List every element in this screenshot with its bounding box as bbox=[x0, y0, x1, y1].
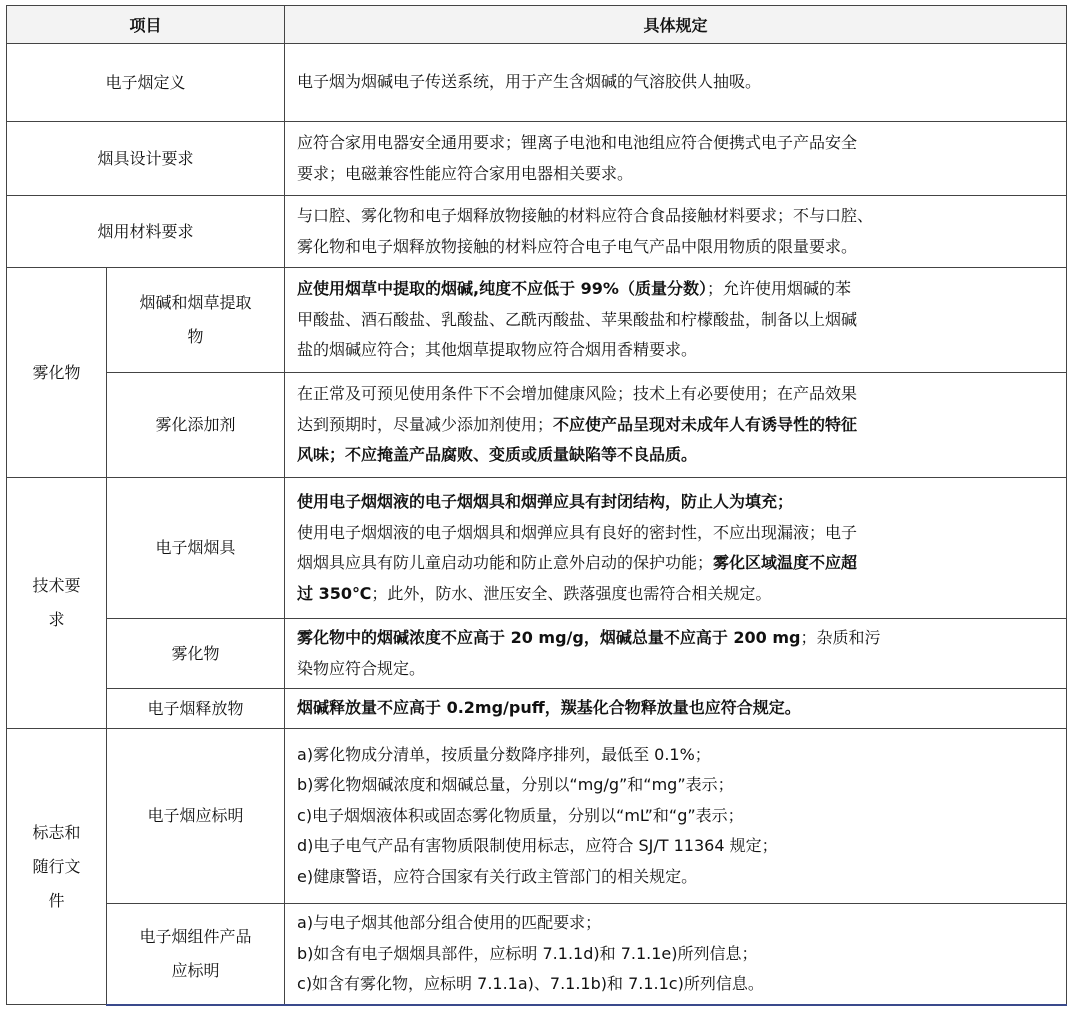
atomizer-line-2: 染物应符合规定。 bbox=[297, 658, 426, 678]
emission-label: 电子烟释放物 bbox=[107, 689, 285, 729]
row-ecig-label bbox=[7, 729, 1067, 904]
row-atomizer bbox=[7, 619, 1067, 689]
ecig-label-item: b)雾化物烟碱浓度和烟碱总量，分别以“mg/g”和“mg”表示； bbox=[297, 775, 734, 795]
header-row bbox=[7, 6, 1067, 44]
definition-label: 电子烟定义 bbox=[7, 44, 285, 122]
labeling-group-label bbox=[7, 729, 107, 1005]
row-component-label bbox=[7, 904, 1067, 1005]
device-line-1: 使用电子烟烟液的电子烟烟具和烟弹应具有封闭结构，防止人为填充； bbox=[297, 492, 794, 511]
device-line-4-bold: 过 350℃ bbox=[297, 583, 372, 603]
design-label: 烟具设计要求 bbox=[7, 122, 285, 196]
component-label-item: c)如含有雾化物，应标明 7.1.1a)、7.1.1b)和 7.1.1c)所列信息。 bbox=[297, 974, 764, 993]
device-line-4 bbox=[297, 579, 1056, 610]
nicotine-text-1: ；允许使用烟碱的苯 bbox=[706, 279, 851, 299]
nicotine-label-line-2: 物 bbox=[187, 327, 204, 346]
additive-line-2 bbox=[297, 410, 1056, 441]
labeling-label-line-3: 件 bbox=[48, 890, 65, 910]
ecig-label-label: 电子烟应标明 bbox=[107, 729, 285, 904]
row-design bbox=[7, 122, 1067, 196]
component-label-item: a)与电子烟其他部分组合使用的匹配要求； bbox=[297, 913, 602, 932]
component-label-text bbox=[285, 904, 1067, 1005]
ecig-label-item: c)电子烟烟液体积或固态雾化物质量，分别以“mL”和“g”表示； bbox=[297, 805, 744, 825]
component-label-line-1: 电子烟组件产品 bbox=[139, 926, 252, 946]
atomizer-line-1 bbox=[297, 623, 1056, 654]
nicotine-text bbox=[285, 268, 1067, 373]
additive-line-3: 风味；不应掩盖产品腐败、变质或质量缺陷等不良品质。 bbox=[297, 445, 698, 465]
device-line-4-text: ；此外，防水、泄压安全、跌落强度也需符合相关规定。 bbox=[371, 583, 772, 603]
additive-line-1: 在正常及可预见使用条件下不会增加健康风险；技术上有必要使用；在产品效果 bbox=[297, 384, 858, 404]
materials-label: 烟用材料要求 bbox=[7, 196, 285, 268]
nicotine-label-line-1: 烟碱和烟草提取 bbox=[139, 293, 252, 312]
atomizer-line-1-bold: 雾化物中的烟碱浓度不应高于 20 mg/g，烟碱总量不应高于 200 mg bbox=[297, 628, 801, 647]
labeling-label-line-1: 标志和 bbox=[32, 822, 81, 842]
additive-line-2-text: 达到预期时，尽量减少添加剂使用； bbox=[297, 414, 554, 434]
design-line-2: 要求；电磁兼容性能应符合家用电器相关要求。 bbox=[297, 163, 634, 183]
technical-label-line-1: 技术要 bbox=[32, 576, 81, 595]
ecig-label-item: d)电子电气产品有害物质限制使用标志，应符合 SJ/T 11364 规定； bbox=[297, 836, 778, 856]
materials-text bbox=[285, 196, 1067, 268]
definition-text: 电子烟为烟碱电子传送系统，用于产生含烟碱的气溶胶供人抽吸。 bbox=[285, 44, 1067, 122]
row-device bbox=[7, 478, 1067, 619]
component-label-item: b)如含有电子烟烟具部件，应标明 7.1.1d)和 7.1.1e)所列信息； bbox=[297, 943, 758, 963]
device-line-3-bold: 雾化区域温度不应超 bbox=[713, 553, 858, 572]
row-materials bbox=[7, 196, 1067, 268]
design-text bbox=[285, 122, 1067, 196]
labeling-label-line-2: 随行文 bbox=[32, 856, 81, 876]
nicotine-bold-1: 应使用烟草中提取的烟碱,纯度不应低于 99%（质量分数） bbox=[297, 279, 707, 299]
additive-line-2-bold: 不应使产品呈现对未成年人有诱导性的特征 bbox=[553, 414, 858, 434]
nicotine-label bbox=[107, 268, 285, 373]
row-emission bbox=[7, 689, 1067, 729]
device-line-3 bbox=[297, 548, 1056, 579]
row-additive bbox=[7, 373, 1067, 478]
device-label: 电子烟烟具 bbox=[107, 478, 285, 619]
additive-text bbox=[285, 373, 1067, 478]
atomizer-label: 雾化物 bbox=[107, 619, 285, 689]
nicotine-line-2: 甲酸盐、酒石酸盐、乳酸盐、乙酰丙酸盐、苹果酸盐和柠檬酸盐，制备以上烟碱 bbox=[297, 309, 858, 329]
technical-group-label bbox=[7, 478, 107, 729]
nicotine-line-3: 盐的烟碱应符合；其他烟草提取物应符合烟用香精要求。 bbox=[297, 340, 698, 360]
atomizer-group-label: 雾化物 bbox=[7, 268, 107, 478]
component-label-line-2: 应标明 bbox=[171, 960, 220, 980]
ecig-label-item: e)健康警语，应符合国家有关行政主管部门的相关规定。 bbox=[297, 866, 698, 886]
technical-label-line-2: 求 bbox=[48, 610, 65, 629]
header-item: 项目 bbox=[7, 6, 285, 44]
ecig-label-item: a)雾化物成分清单，按质量分数降序排列，最低至 0.1%； bbox=[297, 744, 711, 764]
nicotine-line-1 bbox=[297, 274, 1056, 305]
atomizer-line-1-text: ；杂质和污 bbox=[800, 628, 881, 647]
component-label-label bbox=[107, 904, 285, 1005]
row-nicotine bbox=[7, 268, 1067, 373]
atomizer-text bbox=[285, 619, 1067, 689]
ecig-label-text bbox=[285, 729, 1067, 904]
device-line-3-text: 烟烟具应具有防儿童启动功能和防止意外启动的保护功能； bbox=[297, 553, 714, 572]
device-text bbox=[285, 478, 1067, 619]
additive-label: 雾化添加剂 bbox=[107, 373, 285, 478]
row-definition bbox=[7, 44, 1067, 122]
materials-line-1: 与口腔、雾化物和电子烟释放物接触的材料应符合食品接触材料要求；不与口腔、 bbox=[297, 206, 874, 225]
emission-text: 烟碱释放量不应高于 0.2mg/puff，羰基化合物释放量也应符合规定。 bbox=[285, 689, 1067, 729]
materials-line-2: 雾化物和电子烟释放物接触的材料应符合电子电气产品中限用物质的限量要求。 bbox=[297, 236, 858, 256]
regulation-table bbox=[6, 5, 1067, 1006]
device-line-2: 使用电子烟烟液的电子烟烟具和烟弹应具有良好的密封性，不应出现漏液；电子 bbox=[297, 522, 858, 542]
header-spec: 具体规定 bbox=[285, 6, 1067, 44]
design-line-1: 应符合家用电器安全通用要求；锂离子电池和电池组应符合便携式电子产品安全 bbox=[297, 133, 858, 152]
